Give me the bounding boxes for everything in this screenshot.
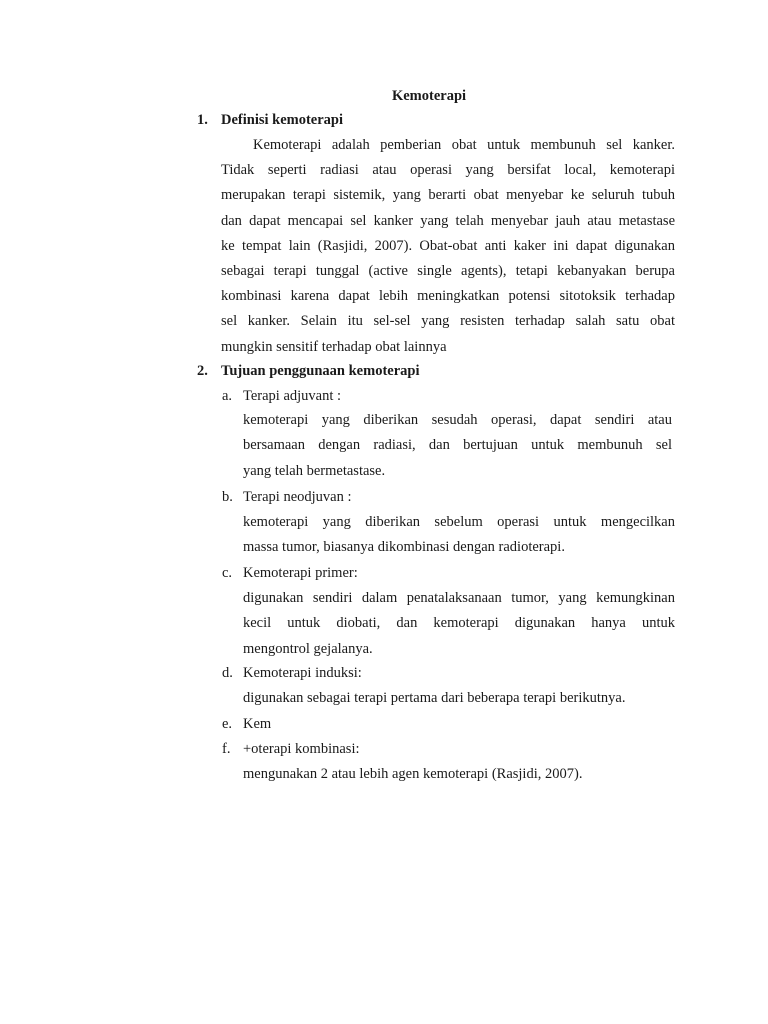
paragraph-line: ke tempat lain (Rasjidi, 2007). Obat-obat anti kaker ini dapat digunakan (221, 237, 675, 254)
list-item-body (243, 762, 675, 787)
body-line: digunakan sendiri dalam penatalaksanaan tumor, yang kemungkinan (243, 590, 675, 606)
body-line: mengontrol gejalanya. (243, 640, 373, 657)
body-line: kecil untuk diobati, dan kemoterapi digunakan hanya untuk (243, 615, 675, 632)
paragraph-line: Kemoterapi adalah pemberian obat untuk membunuh sel kanker. (253, 137, 675, 153)
list-item-body (243, 686, 675, 711)
paragraph-line: merupakan terapi sistemik, yang berarti obat menyebar ke seluruh tubuh (221, 187, 675, 204)
document-title: Kemoterapi (391, 88, 467, 104)
body-line: massa tumor, biasanya dikombinasi dengan radioterapi. (243, 539, 565, 556)
body-line: kemoterapi yang diberikan sebelum operasi untuk mengecilkan (243, 514, 675, 530)
body-line: bersamaan dengan radiasi, dan bertujuan untuk membunuh sel (243, 437, 672, 454)
section-title: Tujuan penggunaan kemoterapi (221, 363, 420, 379)
list-item-title: Kem (243, 716, 272, 732)
list-item-letter: c. (222, 565, 233, 581)
paragraph-line: mungkin sensitif terhadap obat lainnya (221, 338, 447, 355)
list-item-title: Kemoterapi induksi: (243, 665, 362, 681)
list-item-title: Terapi adjuvant : (243, 388, 342, 404)
list-item-letter: d. (222, 665, 233, 681)
list-item-letter: b. (222, 489, 233, 505)
paragraph-line: sel kanker. Selain itu sel-sel yang resisten terhadap salah satu obat (221, 313, 675, 330)
paragraph-line: kombinasi karena dapat lebih meningkatkan potensi sitotoksik terhadap (221, 288, 675, 305)
section-number: 2. (197, 363, 208, 379)
list-item-title: Kemoterapi primer: (243, 565, 358, 581)
section-number: 1. (197, 112, 208, 128)
paragraph-line: sebagai terapi tunggal (active single agents), tetapi kebanyakan berupa (221, 263, 675, 280)
list-item-letter: e. (222, 716, 233, 732)
body-line: yang telah bermetastase. (243, 462, 386, 479)
section-title: Definisi kemoterapi (221, 112, 344, 128)
paragraph-line: dan dapat mencapai sel kanker yang telah menyebar jauh atau metastase (221, 212, 675, 229)
list-item-letter: f. (222, 741, 231, 757)
list-item-title: Terapi neodjuvan : (243, 489, 352, 505)
body-line: digunakan sebagai terapi pertama dari beberapa terapi berikutnya. (243, 690, 626, 706)
list-item-letter: a. (222, 388, 233, 404)
list-item-body (243, 510, 675, 561)
body-line: kemoterapi yang diberikan sesudah operasi, dapat sendiri atau (243, 412, 672, 428)
list-item-body (243, 586, 675, 662)
body-line: mengunakan 2 atau lebih agen kemoterapi (Rasjidi, 2007). (243, 766, 583, 782)
list-item-body (243, 408, 672, 484)
list-item-title: +oterapi kombinasi: (243, 741, 360, 757)
definition-paragraph (221, 133, 675, 360)
paragraph-line: Tidak seperti radiasi atau operasi yang bersifat local, kemoterapi (221, 162, 675, 179)
